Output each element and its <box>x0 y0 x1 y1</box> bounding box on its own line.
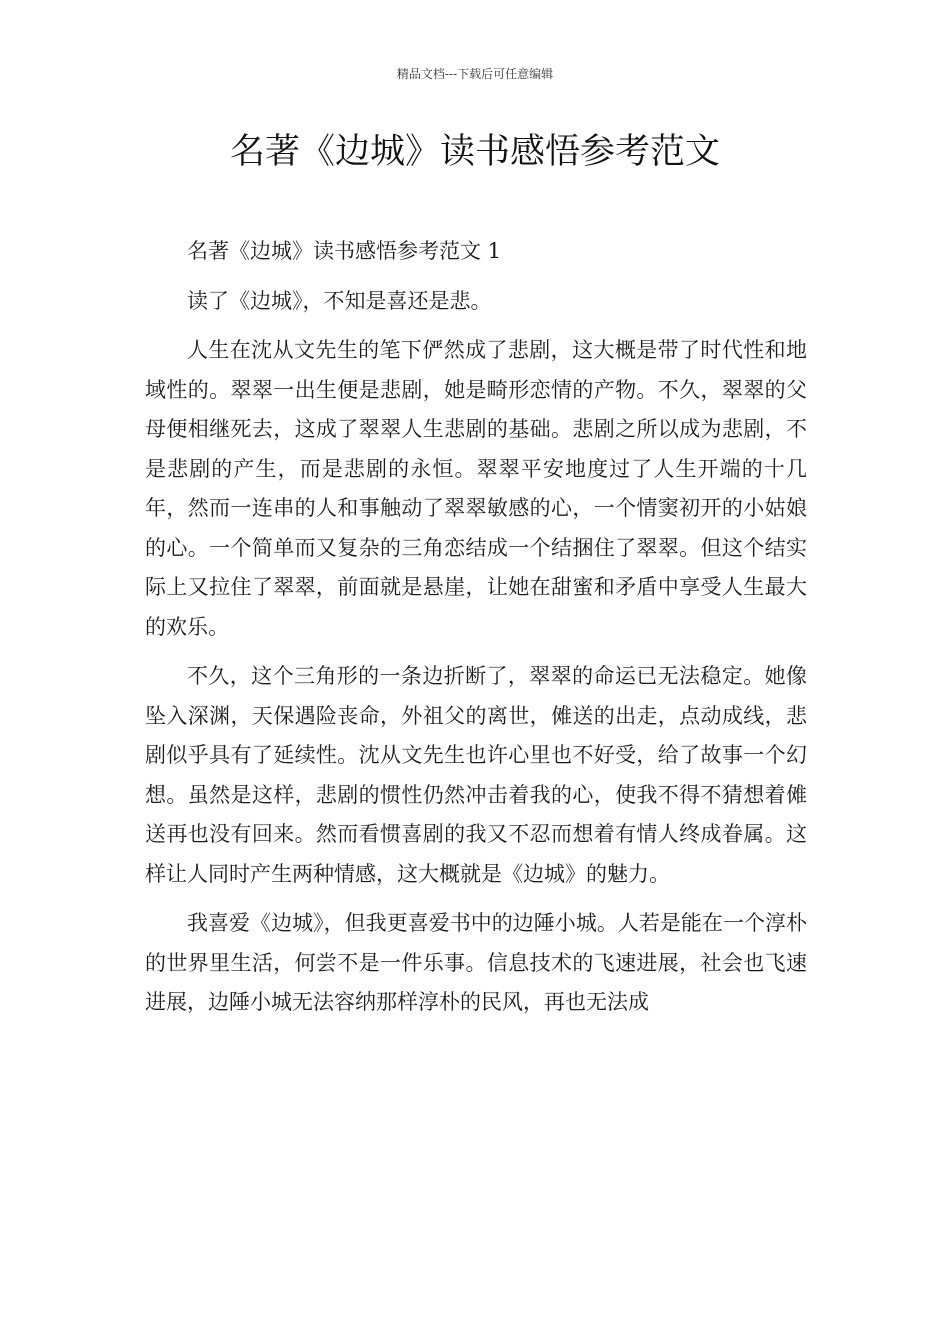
paragraph: 不久，这个三角形的一条边折断了，翠翠的命运已无法稳定。她像坠入深渊，天保遇险丧命，外祖父的离世，傩送的出走，点动成线，悲剧似乎具有了延续性。沈从文先生也许心里也不好受，给了故事一个幻想。虽然是这样，悲剧的惯性仍然冲击着我的心，使我不得不猜想着傩送再也没有回来。然而看惯喜剧的我又不忍而想着有情人终成眷属。这样让人同时产生两种情感，这大概就是《边城》的魅力。 <box>145 664 807 886</box>
header-note: 精品文档---下载后可任意编辑 <box>396 67 554 81</box>
paragraph: 我喜爱《边城》，但我更喜爱书中的边陲小城。人若是能在一个淳朴的世界里生活，何尝不是一件乐事。信息技术的飞速进展，社会也飞速进展，边陲小城无法容纳那样淳朴的民风，再也无法成 <box>145 911 807 1014</box>
paragraph: 读了《边城》，不知是喜还是悲。 <box>187 288 492 313</box>
document-title: 名著《边城》读书感悟参考范文 <box>229 132 720 172</box>
section-heading: 名著《边城》读书感悟参考范文 1 <box>187 239 502 263</box>
paragraph: 人生在沈从文先生的笔下俨然成了悲剧，这大概是带了时代性和地域性的。翠翠一出生便是悲剧，她是畸形恋情的产物。不久，翠翠的父母便相继死去，这成了翠翠人生悲剧的基础。悲剧之所以成为悲剧，不是悲剧的产生，而是悲剧的永恒。翠翠平安地度过了人生开端的十几年，然而一连串的人和事触动了翠翠敏感的心，一个情窦初开的小姑娘的心。一个简单而又复杂的三角恋结成一个结捆住了翠翠。但这个结实际上又拉住了翠翠，前面就是悬崖，让她在甜蜜和矛盾中享受人生最大的欢乐。 <box>145 338 807 639</box>
document-body <box>145 232 807 1023</box>
